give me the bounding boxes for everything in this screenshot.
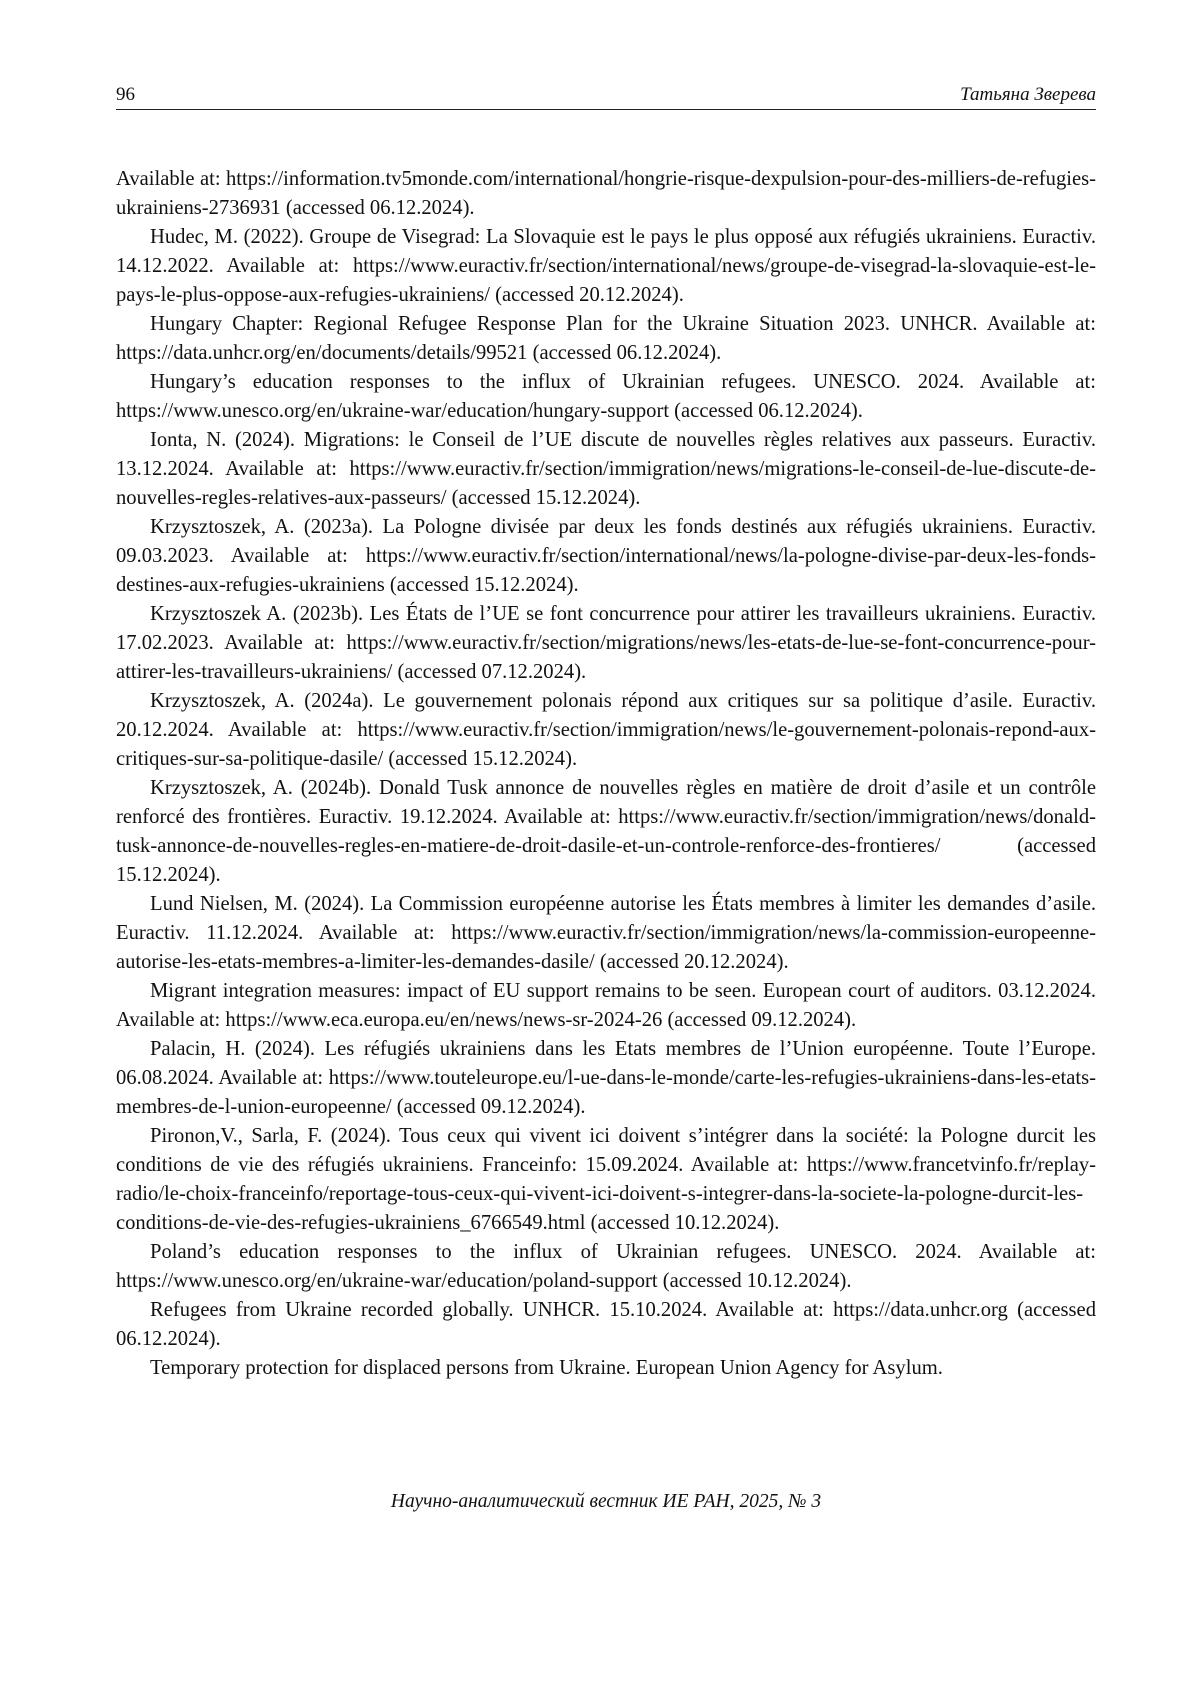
page-body <box>116 84 1096 1383</box>
reference-item: Pironon,V., Sarla, F. (2024). Tous ceux qui vivent ici doivent s’intégrer dans la société: la Pologne durcit les conditions de vie des réfugiés ukrainiens. Franceinfo: 15.09.2024. Available at: https://www.francetvinfo.fr/replay-radio/le-choix-franceinfo/reportage-tous-ceux-qui-vivent-ici-doivent-s-integrer-dans-la-societe-la-pologne-durcit-les-conditions-de-vie-des-refugies-ukrainiens_6766549.html (accessed 10.12.2024). <box>116 1125 1096 1234</box>
reference-item: Hungary Chapter: Regional Refugee Response Plan for the Ukraine Situation 2023. UNHCR. Available at: https://data.unhcr.org/en/documents/details/99521 (accessed 06.12.2024). <box>116 313 1096 364</box>
reference-item: Refugees from Ukraine recorded globally. UNHCR. 15.10.2024. Available at: https://data.unhcr.org (accessed 06.12.2024). <box>116 1299 1096 1350</box>
reference-item: Poland’s education responses to the influx of Ukrainian refugees. UNESCO. 2024. Available at: https://www.unesco.org/en/ukraine-war/education/poland-support (accessed 10.12.2024). <box>116 1241 1096 1292</box>
reference-item: Lund Nielsen, M. (2024). La Commission européenne autorise les États membres à limiter les demandes d’asile. Euractiv. 11.12.2024. Available at: https://www.euractiv.fr/section/immigration/news/la-commission-europeenne-autorise-les-etats-membres-a-limiter-les-demandes-dasile/ (accessed 20.12.2024). <box>116 893 1096 973</box>
reference-item: Krzysztoszek, A. (2024b). Donald Tusk annonce de nouvelles règles en matière de droit d’asile et un contrôle renforcé des frontières. Euractiv. 19.12.2024. Available at: https://www.euractiv.fr/section/immigration/news/donald-tusk-annonce-de-nouvelles-regles-en-matiere-de-droit-dasile-et-un-controle-renforce-des-frontieres/ (accessed 15.12.2024). <box>116 777 1096 886</box>
reference-item: Krzysztoszek, A. (2023a). La Pologne divisée par deux les fonds destinés aux réfugiés ukrainiens. Euractiv. 09.03.2023. Available at: https://www.euractiv.fr/section/international/news/la-pologne-divise-par-deux-les-fonds-destines-aux-refugies-ukrainiens (accessed 15.12.2024). <box>116 516 1096 596</box>
journal-footer: Научно-аналитический вестник ИЕ РАН, 2025, № 3 <box>390 1491 822 1512</box>
running-head-author: Татьяна Зверева <box>960 84 1096 105</box>
reference-item: Palacin, H. (2024). Les réfugiés ukrainiens dans les Etats membres de l’Union européenne. Toute l’Europe. 06.08.2024. Available at: https://www.touteleurope.eu/l-ue-dans-le-monde/carte-les-refugies-ukrainiens-dans-les-etats-membres-de-l-union-europeenne/ (accessed 09.12.2024). <box>116 1038 1096 1118</box>
reference-item: Available at: https://information.tv5monde.com/international/hongrie-risque-dexpulsion-pour-des-milliers-de-refugies-ukrainiens-2736931 (accessed 06.12.2024). <box>116 168 1096 219</box>
page-number: 96 <box>116 84 135 105</box>
reference-item: Migrant integration measures: impact of EU support remains to be seen. European court of auditors. 03.12.2024. Available at: https://www.eca.europa.eu/en/news/news-sr-2024-26 (accessed 09.12.2024). <box>116 980 1096 1031</box>
reference-item: Ionta, N. (2024). Migrations: le Conseil de l’UE discute de nouvelles règles relatives aux passeurs. Euractiv. 13.12.2024. Available at: https://www.euractiv.fr/section/immigration/news/migrations-le-conseil-de-lue-discute-de-nouvelles-regles-relatives-aux-passeurs/ (accessed 15.12.2024). <box>116 429 1096 509</box>
reference-item: Hungary’s education responses to the influx of Ukrainian refugees. UNESCO. 2024. Available at: https://www.unesco.org/en/ukraine-war/education/hungary-support (accessed 06.12.2024). <box>116 371 1096 422</box>
reference-item: Hudec, M. (2022). Groupe de Visegrad: La Slovaquie est le pays le plus opposé aux réfugiés ukrainiens. Euractiv. 14.12.2022. Available at: https://www.euractiv.fr/section/international/news/groupe-de-visegrad-la-slovaquie-est-le-pays-le-plus-oppose-aux-refugies-ukrainiens/ (accessed 20.12.2024). <box>116 226 1096 306</box>
reference-item: Krzysztoszek, A. (2024a). Le gouvernement polonais répond aux critiques sur sa politique d’asile. Euractiv. 20.12.2024. Available at: https://www.euractiv.fr/section/immigration/news/le-gouvernement-polonais-repond-aux-critiques-sur-sa-politique-dasile/ (accessed 15.12.2024). <box>116 690 1096 770</box>
reference-list <box>116 165 1096 1383</box>
reference-item: Temporary protection for displaced persons from Ukraine. European Union Agency for Asylum. <box>150 1357 943 1379</box>
running-head <box>116 84 1096 110</box>
reference-item: Krzysztoszek A. (2023b). Les États de l’UE se font concurrence pour attirer les travailleurs ukrainiens. Euractiv. 17.02.2023. Available at: https://www.euractiv.fr/section/migrations/news/les-etats-de-lue-se-font-concurrence-pour-attirer-les-travailleurs-ukrainiens/ (accessed 07.12.2024). <box>116 603 1096 683</box>
